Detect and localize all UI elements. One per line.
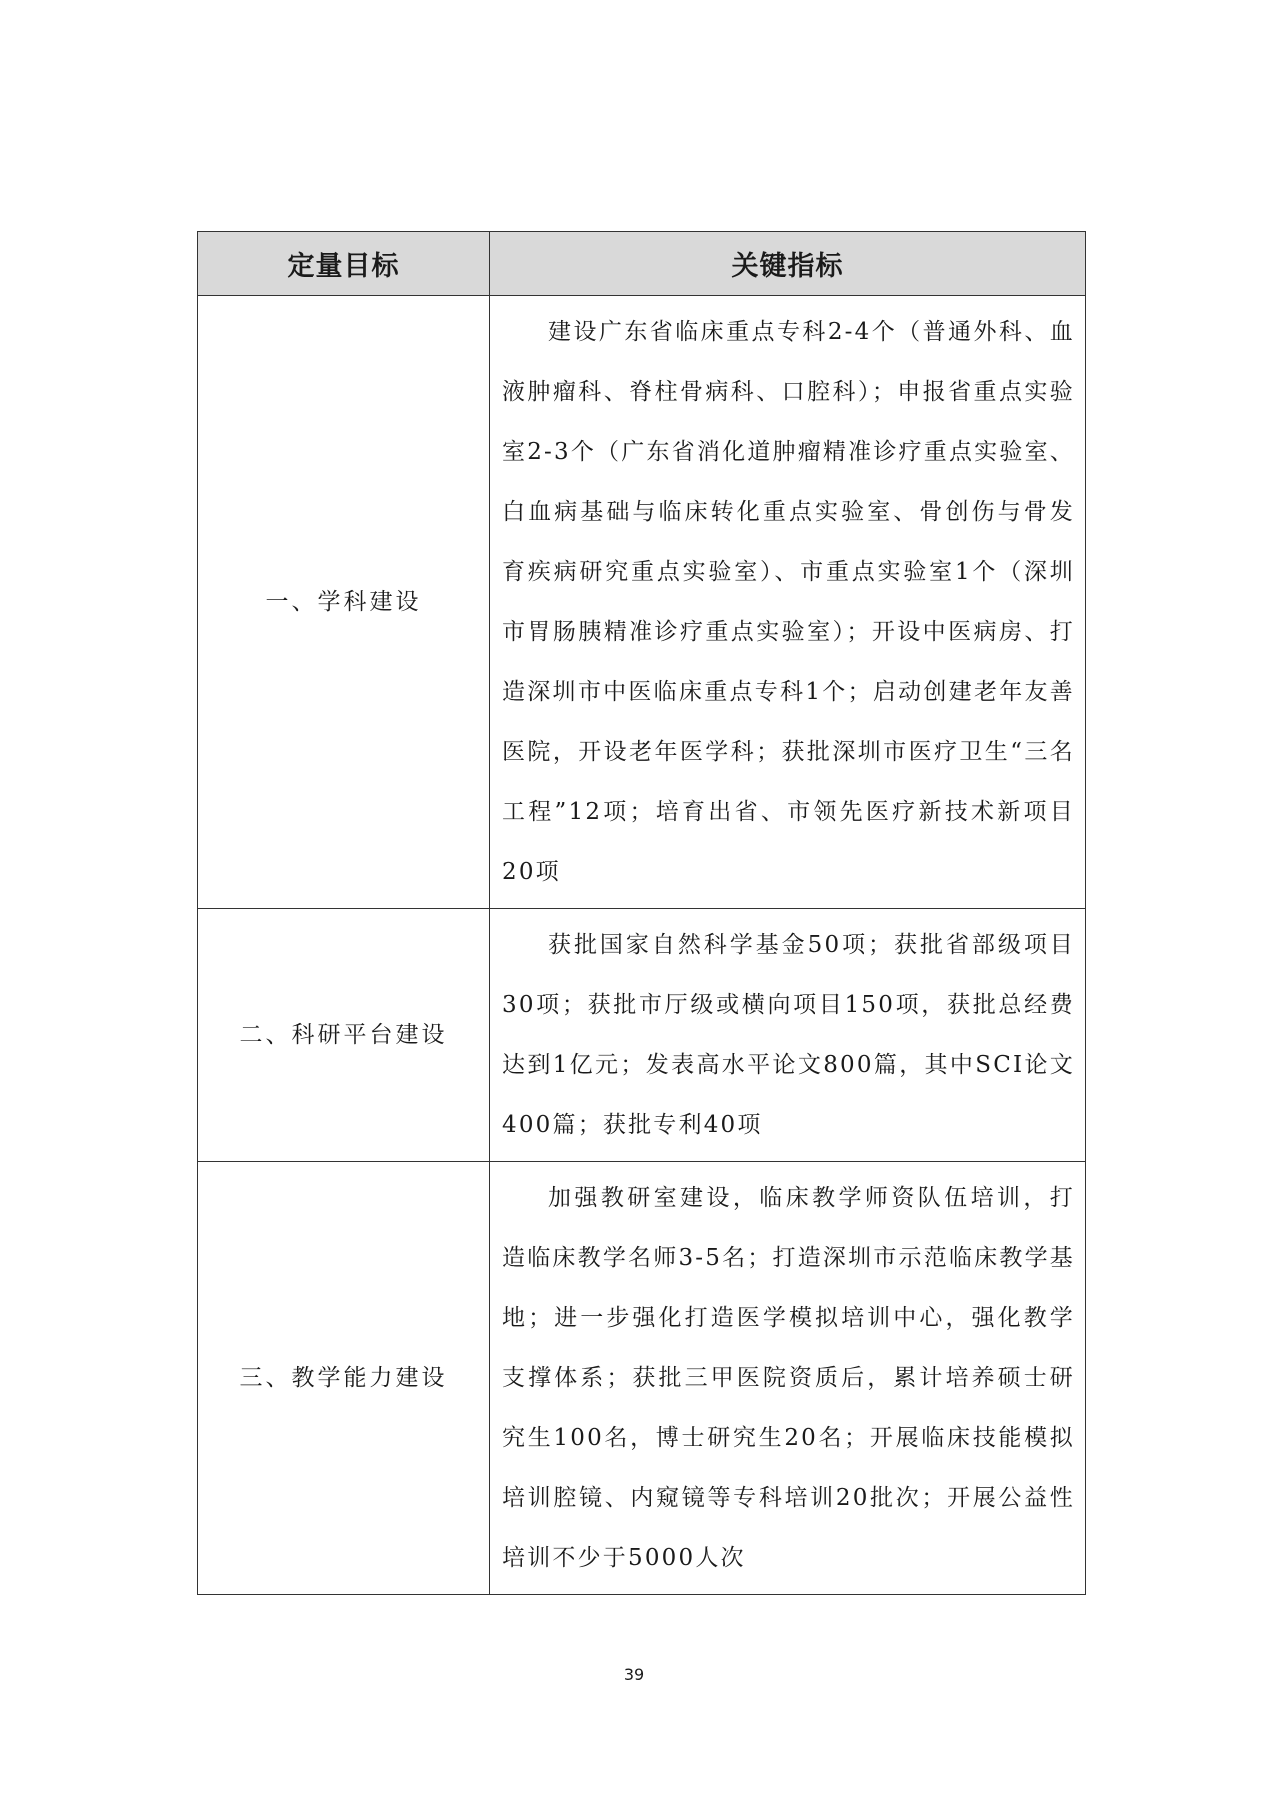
indicator-cell [490, 909, 1086, 1162]
page-number: 39 [623, 1665, 645, 1684]
goal-cell [198, 1162, 490, 1595]
goal-text: 一、学科建设 [265, 589, 422, 615]
goal-cell [198, 909, 490, 1162]
table-row [198, 296, 1086, 909]
indicator-text: 获批国家自然科学基金50项；获批省部级项目30项；获批市厅级或横向项目150项，获批总经费达到1亿元；发表高水平论文800篇，其中SCI论文400篇；获批专利40项 [502, 932, 1075, 1138]
goal-text: 二、科研平台建设 [239, 1022, 448, 1048]
header-goal: 定量目标 [198, 232, 490, 296]
goal-text: 三、教学能力建设 [239, 1365, 448, 1391]
goal-cell [198, 296, 490, 909]
table-row [198, 1162, 1086, 1595]
table-row [198, 909, 1086, 1162]
indicator-text: 建设广东省临床重点专科2-4个（普通外科、血液肿瘤科、脊柱骨病科、口腔科）；申报省重点实验室2-3个（广东省消化道肿瘤精准诊疗重点实验室、白血病基础与临床转化重点实验室、骨创伤与骨发育疾病研究重点实验室）、市重点实验室1个（深圳市胃肠胰精准诊疗重点实验室）；开设中医病房、打造深圳市中医临床重点专科1个；启动创建老年友善医院，开设老年医学科；获批深圳市医疗卫生“三名工程”12项；培育出省、市领先医疗新技术新项目20项 [502, 319, 1075, 885]
indicator-text: 加强教研室建设，临床教学师资队伍培训，打造临床教学名师3-5名；打造深圳市示范临床教学基地；进一步强化打造医学模拟培训中心，强化教学支撑体系；获批三甲医院资质后，累计培养硕士研究生100名，博士研究生20名；开展临床技能模拟培训腔镜、内窥镜等专科培训20批次；开展公益性培训不少于5000人次 [502, 1185, 1075, 1571]
indicator-cell [490, 296, 1086, 909]
targets-table [197, 231, 1086, 1595]
table-header-row [198, 232, 1086, 296]
indicator-cell [490, 1162, 1086, 1595]
header-indicator: 关键指标 [490, 232, 1086, 296]
